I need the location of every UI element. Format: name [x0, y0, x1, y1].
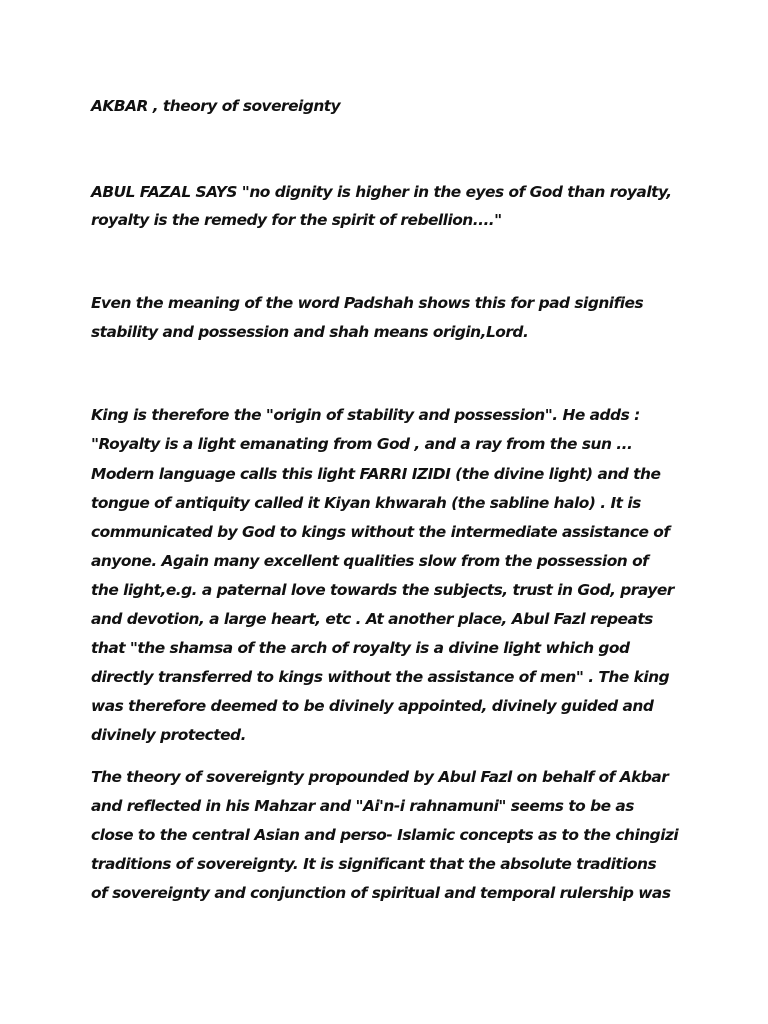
- paragraph-3-line-2: "Royalty is a light emanating from God , and a ray from the sun ...: [91, 435, 633, 453]
- document-title: AKBAR , theory of sovereignty: [91, 97, 341, 115]
- paragraph-3-line-10: directly transferred to kings without the assistance of men" . The king: [91, 668, 670, 686]
- paragraph-4-line-3: close to the central Asian and perso- Islamic concepts as to the chingizi: [91, 826, 679, 844]
- paragraph-3-line-7: the light,e.g. a paternal love towards the subjects, trust in God, prayer: [91, 581, 674, 599]
- paragraph-4-line-5: of sovereignty and conjunction of spiritual and temporal rulership was: [91, 884, 671, 902]
- paragraph-3-line-11: was therefore deemed to be divinely appointed, divinely guided and: [91, 697, 654, 715]
- paragraph-2-line-2: stability and possession and shah means origin,Lord.: [91, 323, 529, 341]
- paragraph-3-line-1: King is therefore the "origin of stability and possession". He adds :: [91, 406, 640, 424]
- paragraph-1-line-2: royalty is the remedy for the spirit of rebellion....": [91, 211, 502, 229]
- paragraph-3-line-9: that "the shamsa of the arch of royalty is a divine light which god: [91, 639, 630, 657]
- paragraph-4-line-2: and reflected in his Mahzar and "Ai'n-i rahnamuni" seems to be as: [91, 797, 634, 815]
- paragraph-4-line-1: The theory of sovereignty propounded by Abul Fazl on behalf of Akbar: [91, 768, 669, 786]
- paragraph-3-line-4: tongue of antiquity called it Kiyan khwarah (the sabline halo) . It is: [91, 494, 641, 512]
- paragraph-2-line-1: Even the meaning of the word Padshah shows this for pad signifies: [91, 294, 644, 312]
- paragraph-3-line-12: divinely protected.: [91, 726, 246, 744]
- paragraph-3-line-6: anyone. Again many excellent qualities slow from the possession of: [91, 552, 649, 570]
- paragraph-4-line-4: traditions of sovereignty. It is significant that the absolute traditions: [91, 855, 657, 873]
- paragraph-3-line-8: and devotion, a large heart, etc . At another place, Abul Fazl repeats: [91, 610, 653, 628]
- paragraph-1-line-1: ABUL FAZAL SAYS "no dignity is higher in the eyes of God than royalty,: [91, 183, 672, 201]
- paragraph-3-line-3: Modern language calls this light FARRI IZIDI (the divine light) and the: [91, 465, 661, 483]
- paragraph-3-line-5: communicated by God to kings without the intermediate assistance of: [91, 523, 670, 541]
